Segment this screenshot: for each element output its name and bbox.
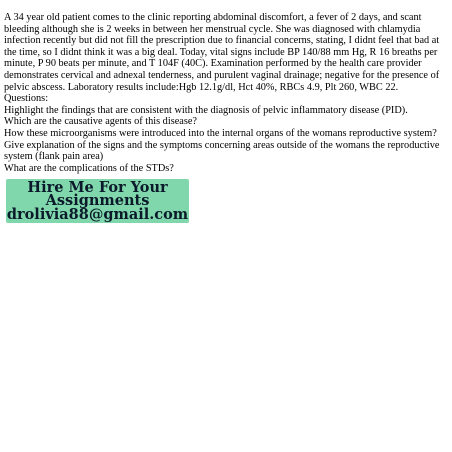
contact-watermark bbox=[6, 179, 189, 223]
case-paragraph: A 34 year old patient comes to the clinic reporting abdominal discomfort, a fever of 2 days, and scant bleeding although she is 2 weeks in between her menstrual cycle. She was diagnosed with chlamydia infection recently but did not fill the prescription due to financial concerns, stating, I didnt feel that bad at the time, so I didnt think it was a big deal. Today, vital signs include BP 140/88 mm Hg, R 16 breaths per minute, P 90 beats per minute, and T 104F (40C). Examination performed by the health care provider demonstrates cervical and adnexal tenderness, and purulent vaginal drainage; negative for the presence of pelvic abscess. Laboratory results include:Hgb 12.1g/dl, Hct 40%, RBCs 4.9, Plt 260, WBC 22. bbox=[4, 12, 440, 93]
question-item: Highlight the findings that are consistent with the diagnosis of pelvic inflammatory disease (PID). bbox=[4, 104, 408, 116]
question-item: What are the complications of the STDs? bbox=[4, 162, 174, 174]
question-item: How these microorganisms were introduced into the internal organs of the womans reproductive system? bbox=[4, 127, 437, 139]
watermark-line-1: Hire Me For Your bbox=[27, 179, 168, 196]
question-item: Which are the causative agents of this disease? bbox=[4, 116, 197, 128]
watermark-line-2: Assignments bbox=[45, 192, 150, 209]
watermark-email: drolivia88@gmail.com bbox=[6, 206, 189, 223]
questions-heading: Questions: bbox=[4, 93, 49, 105]
question-item: Give explanation of the signs and the symptoms concerning areas outside of the womans the reproductive system (flank pain area) bbox=[4, 139, 440, 163]
document-body bbox=[4, 12, 450, 174]
